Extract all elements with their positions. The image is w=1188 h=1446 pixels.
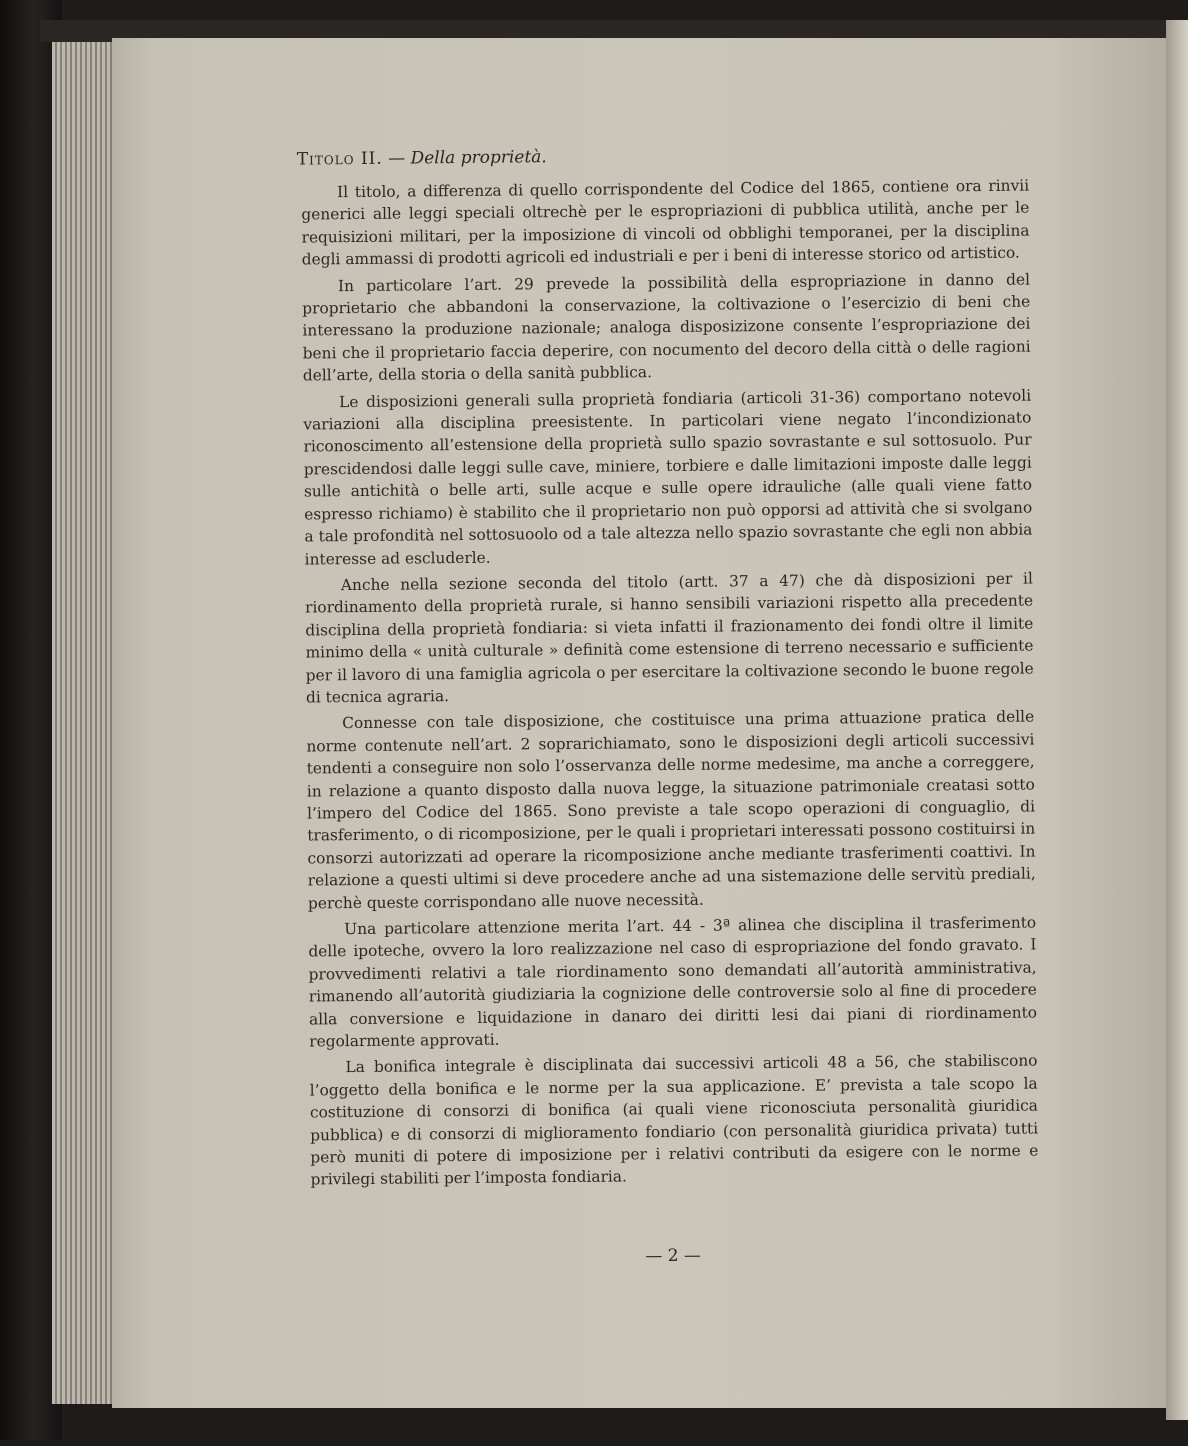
heading-title: Della proprietà. <box>410 147 547 169</box>
heading-label: Titolo II. <box>296 148 383 170</box>
paragraph: Anche nella sezione seconda del titolo (artt. 37 a 47) che dà disposizioni per il riordinamento della proprietà rurale, si hanno sensibili variazioni rispetto alla precedente disciplina della proprietà fondiaria: si vieta infatti il frazionamento dei fondi oltre il limite minimo della « unità culturale » definità come estensione di terreno necessario e sufficiente per il lavoro di una famiglia agricola o per esercitare la coltivazione secondo le buone regole di tecnica agraria. <box>305 569 1034 707</box>
paragraph: La bonifica integrale è disciplinata dai successivi articoli 48 a 56, che stabiliscono l’oggetto della bonifica e le norme per la sua applicazione. E’ prevista a tale scopo la costituzione di consorzi di bonifica (ai quali viene riconosciuta personalità giuridica pubblica) e di consorzi di miglioramento fondiario (con personalità giuridica privata) tutti però muniti di potere di imposizione per i relativi contributi da esigere con le norme e privilegi stabiliti per l’imposta fondiaria. <box>309 1051 1039 1189</box>
paragraph: Connesse con tale disposizione, che costituisce una prima attuazione pratica delle norme contenute nell’art. 2 soprarichiamato, sono le disposizioni degli articoli successivi tendenti a conseguire non solo l’osservanza delle norme medesime, ma anche a correggere, in relazione a quanto disposto dalla nuova legge, la situazione patrimoniale creatasi sotto l’impero del Codice del 1865. Sono previste a tale scopo operazioni di conguaglio, di trasferimento, o di ricomposizione, per le quali i proprietari interessati possono costituirsi in consorzi autorizzati ad operare la ricomposizione anche mediante trasferimenti coattivi. In relazione a questi ultimi si deve procedere anche ad una sistemazione delle servitù prediali, perchè queste corrispondano alle nuove necessità. <box>306 707 1036 913</box>
page-number: — 2 — <box>645 1245 702 1267</box>
section-heading <box>297 147 547 169</box>
paragraph: Le disposizioni generali sulla proprietà fondiaria (articoli 31-36) comportano notevoli variazioni alla disciplina preesistente. In particolari viene negato l’incondizionato riconoscimento all’estensione della proprietà sullo spazio sovrastante e sul sottosuolo. Pur prescidendosi dalle leggi sulle cave, miniere, torbiere e dalle limitazioni imposte dalle leggi sulle antichità o belle arti, sulle acque e sulle opere idrauliche (alle quali viene fatto espresso richiamo) è stabilito che il proprietario non può opporsi ad attività che si svolgano a tale profondità nel sottosuoolo od a tale altezza nello spazio sovrastante che egli non abbia interesse ad escluderle. <box>303 386 1033 569</box>
heading-dash: — <box>382 148 411 169</box>
paragraph: Una particolare attenzione merita l’art. 44 - 3ª alinea che disciplina il trasferimento delle ipoteche, ovvero la loro realizzazione nel caso di espropriazione del fondo gravato. I provvedimenti relativi a tale riordinamento sono demandati all’autorità amministrativa, rimanendo all’autorità giudiziaria la cognizione delle controversie solo al fine di procedere alla conversione e liquidazione in danaro dei diritti lesi dai piani di riordinamento regolarmente approvati. <box>308 913 1038 1051</box>
body-text <box>301 175 1039 1196</box>
paragraph: Il titolo, a differenza di quello corrispondente del Codice del 1865, contiene ora rinvii generici alle leggi speciali oltrechè per le espropriazioni di pubblica utilità, anche per le requisizioni militari, per la imposizione di vincoli od obblighi temporanei, per la disciplina degli ammassi di prodotti agricoli ed industriali e per i beni di interesse storico od artistico. <box>301 176 1030 269</box>
paragraph: In particolare l’art. 29 prevede la possibilità della espropriazione in danno del proprietario che abbandoni la conservazione, la coltivazione o l’esercizio di beni che interessano la produzione nazionale; analoga disposizizone consente l’espropriazione dei beni che il proprietario faccia deperire, con nocumento del decoro della città o delle ragioni dell’arte, della storia o della sanità pubblica. <box>302 270 1031 385</box>
